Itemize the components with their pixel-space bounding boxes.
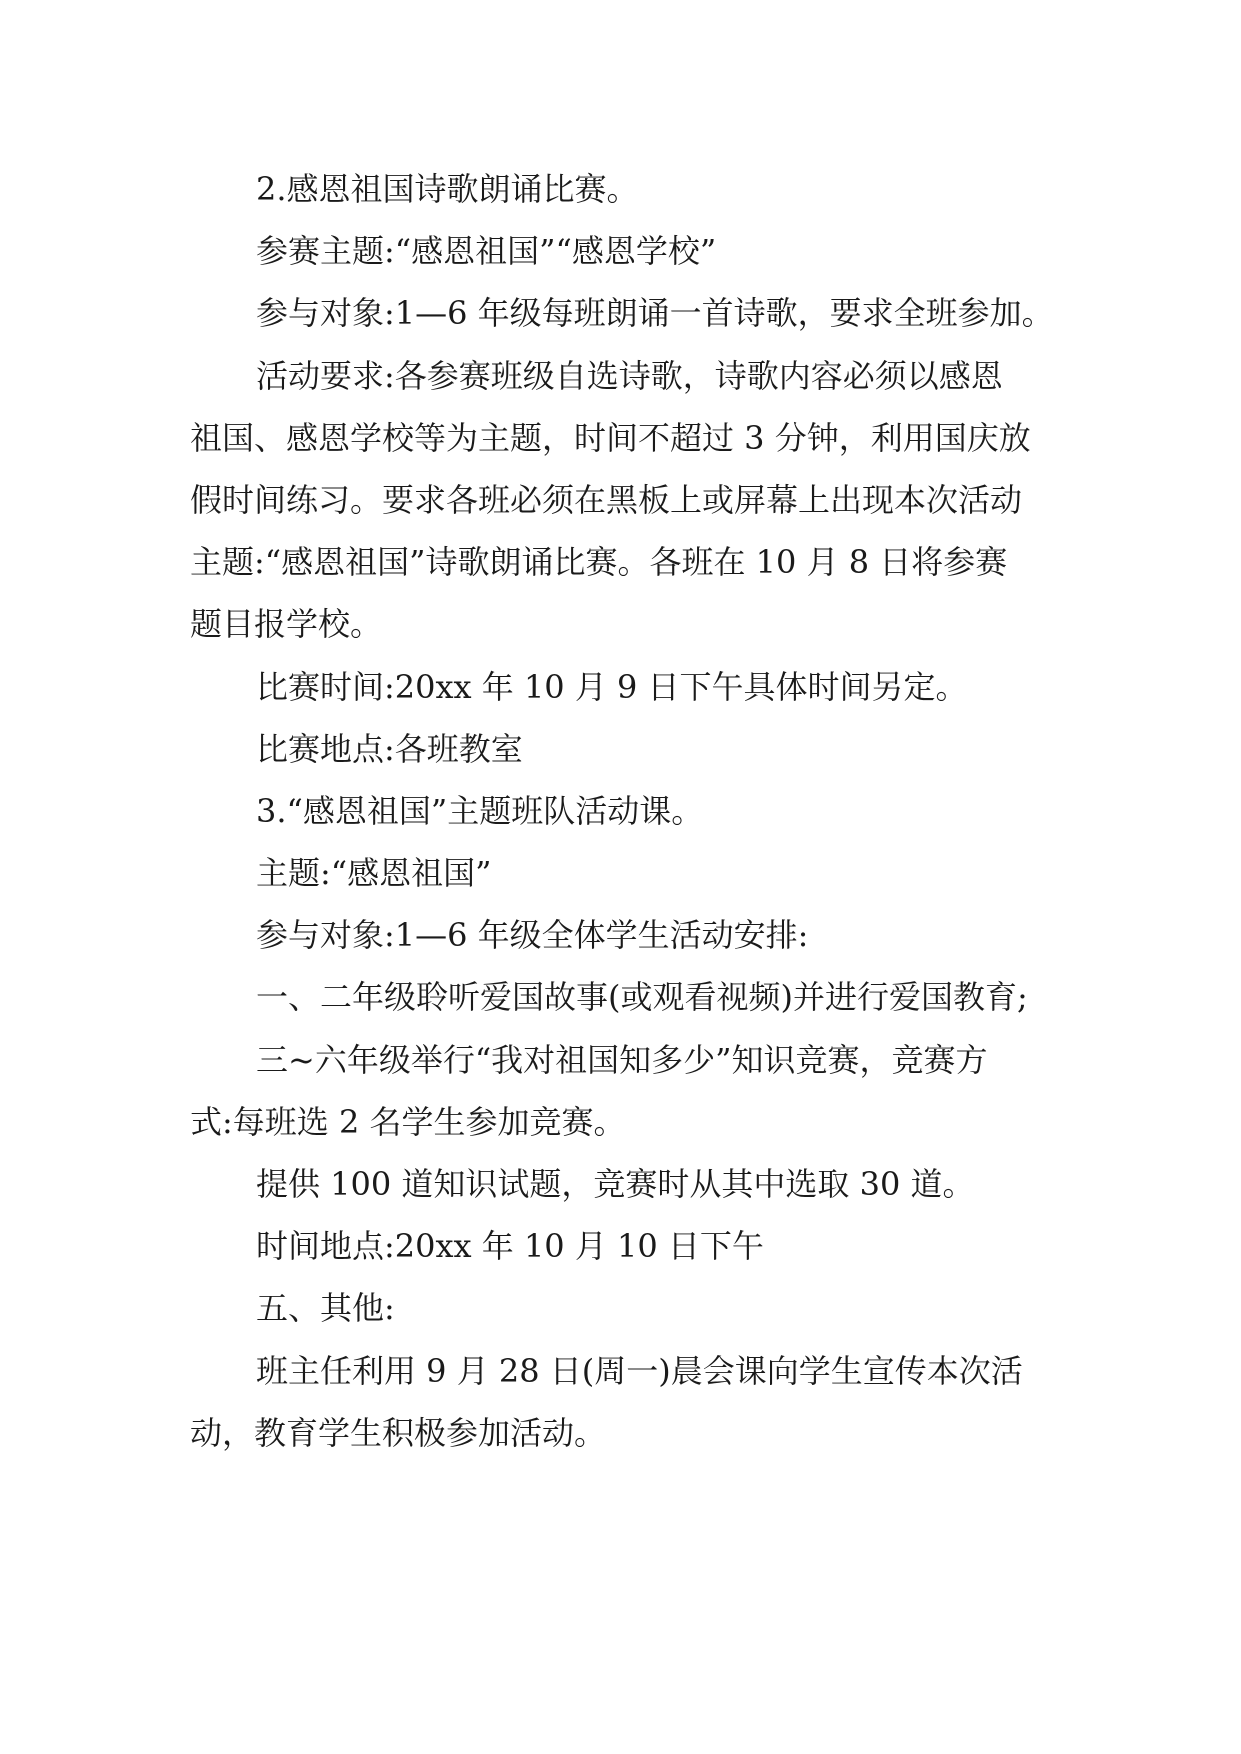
paragraph-line: 比赛时间:20xx 年 10 月 9 日下午具体时间另定。 [256, 667, 968, 706]
paragraph-line: 参与对象:1—6 年级每班朗诵一首诗歌，要求全班参加。 [256, 294, 1054, 333]
paragraph-line: 一、二年级聆听爱国故事(或观看视频)并进行爱国教育; [256, 978, 1028, 1017]
paragraph-line: 3.“感恩祖国”主题班队活动课。 [256, 791, 704, 830]
paragraph-line: 主题:“感恩祖国” [256, 854, 492, 893]
paragraph-line: 主题:“感恩祖国”诗歌朗诵比赛。各班在 10 月 8 日将参赛 [190, 543, 1008, 582]
paragraph-line: 题目报学校。 [190, 605, 383, 644]
paragraph-line: 三~六年级举行“我对祖国知多少”知识竞赛，竞赛方 [256, 1040, 988, 1079]
paragraph-line: 参赛主题:“感恩祖国”“感恩学校” [256, 232, 717, 271]
paragraph-line: 参与对象:1—6 年级全体学生活动安排: [256, 916, 809, 955]
paragraph-line: 祖国、感恩学校等为主题，时间不超过 3 分钟，利用国庆放 [190, 418, 1031, 457]
paragraph-line: 假时间练习。要求各班必须在黑板上或屏幕上出现本次活动 [190, 480, 1023, 519]
paragraph-line: 活动要求:各参赛班级自选诗歌，诗歌内容必须以感恩 [256, 356, 1003, 395]
paragraph-line: 式:每班选 2 名学生参加竞赛。 [190, 1102, 626, 1141]
paragraph-line: 时间地点:20xx 年 10 月 10 日下午 [256, 1227, 764, 1266]
paragraph-line: 提供 100 道知识试题，竞赛时从其中选取 30 道。 [256, 1165, 975, 1203]
document-body [190, 158, 1070, 1464]
paragraph-line: 动，教育学生积极参加活动。 [190, 1413, 607, 1452]
paragraph-line: 2.感恩祖国诗歌朗诵比赛。 [256, 170, 639, 208]
paragraph-line: 班主任利用 9 月 28 日(周一)晨会课向学生宣传本次活 [256, 1351, 1023, 1390]
paragraph-line: 比赛地点:各班教室 [256, 729, 523, 768]
paragraph-line: 五、其他: [256, 1289, 395, 1328]
